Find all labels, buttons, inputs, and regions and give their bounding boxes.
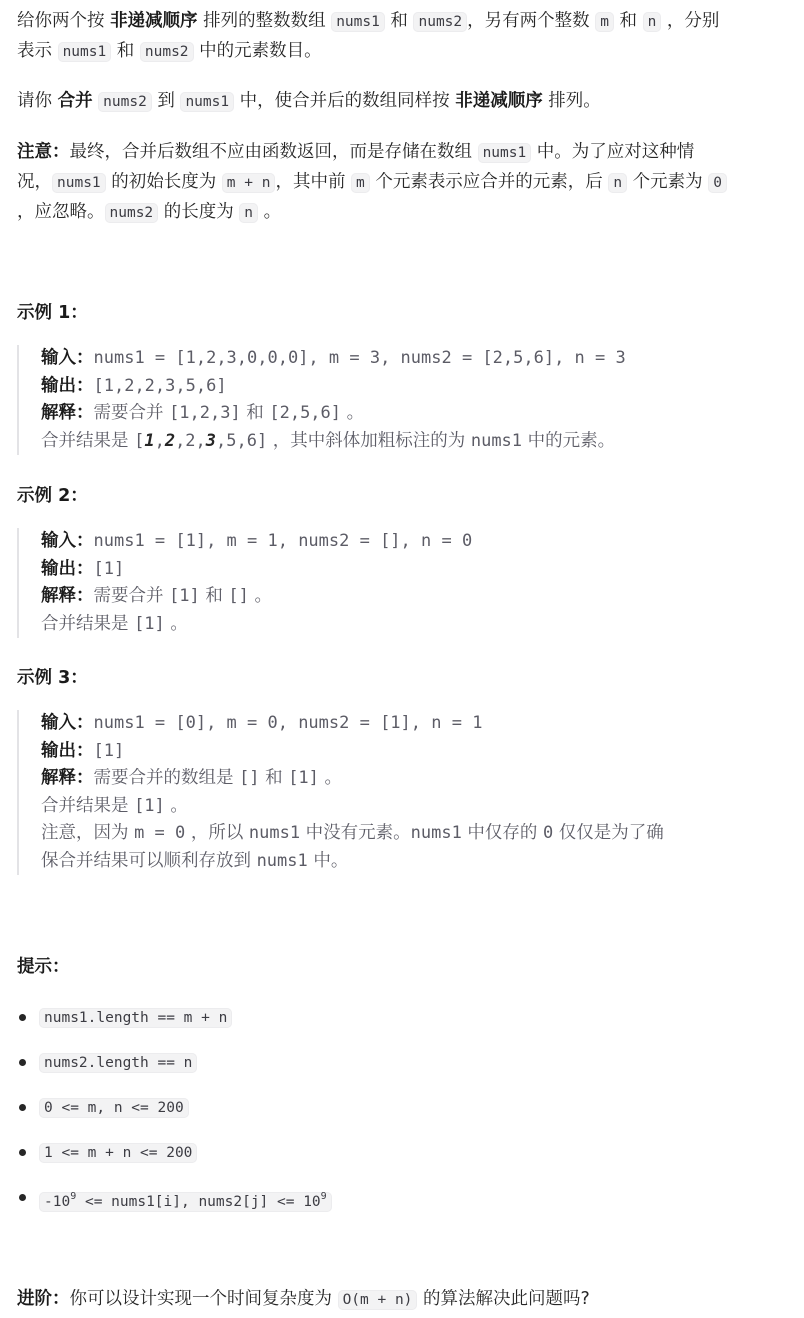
example-3-block: 输入：nums1 = [0], m = 0, nums2 = [1], n = 1 输出：[1] 解释：需要合并的数组是 [] 和 [1] 。 合并结果是 [1] 。 注意，因为 m = 0 ，所以 nums1 中没有元素。nums1 中仅存的 0 仅仅是为了确 保合并结果可以顺利存放到 nums1 中。 <box>17 710 664 875</box>
list-item: nums1.length == m + n <box>17 1004 332 1049</box>
intro-line-2: 表示 nums1 和 nums2 中的元素数目。 <box>17 41 322 61</box>
tips-heading: 提示： <box>17 957 70 977</box>
list-item: 1 <= m + n <= 200 <box>17 1139 332 1184</box>
list-item: nums2.length == n <box>17 1049 332 1094</box>
intro-line-1: 给你两个按 非递减顺序 排列的整数数组 nums1 和 nums2 ，另有两个整数 m 和 n ，分别 <box>17 11 720 31</box>
example-3-heading: 示例 3： <box>17 668 88 688</box>
tips-list <box>17 1004 332 1229</box>
list-item: $-10^9$ <= nums1[i], nums2[j] <= $10^9$ <box>17 1184 332 1229</box>
example-2-block: 输入：nums1 = [1], m = 1, nums2 = [], n = 0 输出：[1] 解释：需要合并 [1] 和 [] 。 合并结果是 [1] 。 <box>17 528 472 638</box>
note-line-2: 况， nums1 的初始长度为 m + n ，其中前 m 个元素表示应合并的元素，后 n 个元素为 0 <box>17 169 727 196</box>
merge-instruction: 请你 合并 nums2 到 nums1 中，使合并后的数组同样按 非递减顺序 排列。 <box>17 91 601 111</box>
advanced-question: 进阶：你可以设计实现一个时间复杂度为 O(m + n) 的算法解决此问题吗? <box>17 1289 590 1309</box>
list-item: 0 <= m, n <= 200 <box>17 1094 332 1139</box>
example-2-heading: 示例 2： <box>17 486 88 506</box>
note-line-1: 注意：最终，合并后数组不应由函数返回，而是存储在数组 nums1 中。为了应对这种情 <box>17 142 695 162</box>
note-line-3: ，应忽略。 nums2 的长度为 n 。 <box>17 202 282 222</box>
example-1-heading: 示例 1： <box>17 303 88 323</box>
example-1-block: 输入：nums1 = [1,2,3,0,0,0], m = 3, nums2 = [2,5,6], n = 3 输出：[1,2,2,3,5,6] 解释：需要合并 [1,2,3] 和 [2,5,6] 。 合并结果是 [1,2,2,3,5,6] ，其中斜体加粗标注的为 nums1 中的元素。 <box>17 345 626 455</box>
